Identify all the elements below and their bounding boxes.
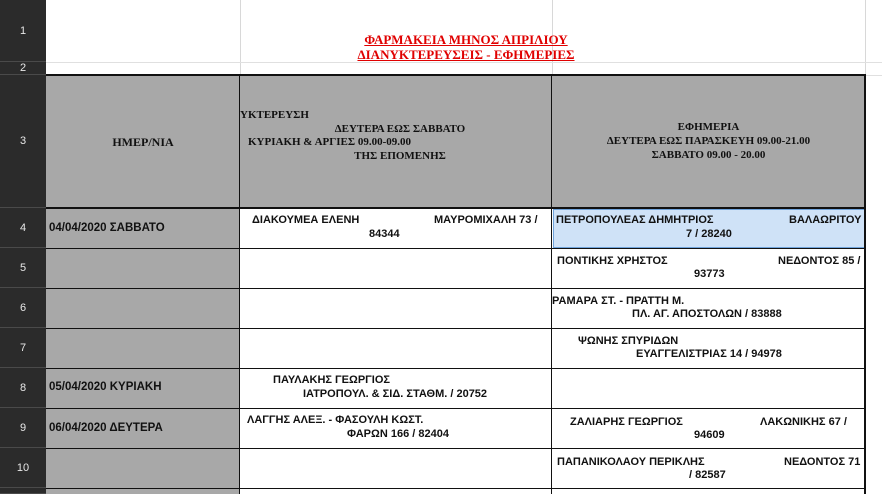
header-duty-cell[interactable] xyxy=(552,75,865,208)
header-night-l4: ΤΗΣ ΕΠΟΜΕΝΗΣ xyxy=(354,150,446,162)
date-cell[interactable] xyxy=(46,248,240,288)
duty-pharmacy-phone: 7 / 28240 xyxy=(686,228,732,240)
duty-pharmacy-phone: 94609 xyxy=(694,429,725,441)
header-day-cell[interactable] xyxy=(46,75,240,208)
table-border xyxy=(46,488,866,489)
date-cell[interactable] xyxy=(46,288,240,328)
duty-pharmacy-name: ΖΑΛΙΑΡΗΣ ΓΕΩΡΓΙΟΣ xyxy=(570,416,683,428)
duty-pharmacy-phone: 93773 xyxy=(694,268,725,280)
duty-pharmacy-name: ΠΕΤΡΟΠΟΥΛΕΑΣ ΔΗΜΗΤΡΙΟΣ xyxy=(556,214,714,226)
table-border xyxy=(46,74,866,76)
row-header-7[interactable]: 7 xyxy=(0,328,46,368)
date-cell[interactable] xyxy=(46,368,240,408)
duty-pharmacy-address: ΝΕΔΟΝΤΟΣ 85 / xyxy=(778,255,861,267)
date-cell[interactable] xyxy=(46,328,240,368)
table-border xyxy=(46,288,866,289)
date-cell[interactable] xyxy=(46,408,240,448)
duty-pharmacy-address: ΒΑΛΑΩΡΙΤΟΥ xyxy=(789,214,862,226)
table-border xyxy=(46,248,866,249)
table-border xyxy=(46,328,866,329)
night-pharmacy-address: ΙΑΤΡΟΠΟΥΛ. & ΣΙΔ. ΣΤΑΘΜ. / 20752 xyxy=(303,388,488,400)
sheet-title-line2: ΔΙΑΝΥΚΤΕΡΕΥΣΕΙΣ - ΕΦΗΜΕΡΙΕΣ xyxy=(357,47,575,62)
row-header-4[interactable]: 4 xyxy=(0,208,46,248)
table-border xyxy=(864,74,866,494)
table-border xyxy=(46,408,866,409)
night-pharmacy-name: ΛΑΓΓΗΣ ΑΛΕΞ. - ΦΑΣΟΥΛΗ ΚΩΣΤ. xyxy=(247,414,424,426)
row-header-11[interactable] xyxy=(0,488,46,494)
duty-pharmacy-address: ΛΑΚΩΝΙΚΗΣ 67 / xyxy=(760,416,847,428)
header-night-l2: ΔΕΥΤΕΡΑ ΕΩΣ ΣΑΒΒΑΤΟ xyxy=(334,123,466,135)
row-header-5[interactable]: 5 xyxy=(0,248,46,288)
sheet-title-line1: ΦΑΡΜΑΚΕΙΑ ΜΗΝΟΣ ΑΠΡΙΛΙΟΥ xyxy=(364,32,568,47)
duty-pharmacy-name: ΠΑΠΑΝΙΚΟΛΑΟΥ ΠΕΡΙΚΛΗΣ xyxy=(557,456,705,468)
table-border xyxy=(46,207,866,209)
night-pharmacy-name: ΔΙΑΚΟΥΜΕΑ ΕΛΕΝΗ xyxy=(252,214,360,226)
header-night-l3: ΚΥΡΙΑΚΗ & ΑΡΓΙΕΣ 09.00-09.00 xyxy=(248,136,411,148)
night-pharmacy-phone: 84344 xyxy=(369,228,400,240)
date-cell[interactable] xyxy=(46,208,240,248)
night-pharmacy-address: ΦΑΡΩΝ 166 / 82404 xyxy=(347,428,449,440)
header-night-l1: ΥΚΤΕΡΕΥΣΗ xyxy=(240,109,309,121)
header-duty-l2: ΔΕΥΤΕΡΑ ΕΩΣ ΠΑΡΑΣΚΕΥΗ 09.00-21.00 xyxy=(606,135,811,147)
table-border xyxy=(239,74,240,494)
duty-pharmacy-address: ΠΛ. ΑΓ. ΑΠΟΣΤΟΛΩΝ / 83888 xyxy=(632,308,782,320)
duty-pharmacy-address: ΝΕΔΟΝΤΟΣ 71 xyxy=(784,456,861,468)
date-cell[interactable] xyxy=(46,448,240,488)
header-duty-l1: ΕΦΗΜΕΡΙΑ xyxy=(677,121,740,133)
row-header-2[interactable]: 2 xyxy=(0,62,46,75)
duty-pharmacy-address: ΕΥΑΓΓΕΛΙΣΤΡΙΑΣ 14 / 94978 xyxy=(636,348,782,360)
table-border xyxy=(551,74,552,494)
row-header-9[interactable]: 9 xyxy=(0,408,46,448)
date-text: 06/04/2020 ΔΕΥΤΕΡΑ xyxy=(49,422,163,434)
night-pharmacy-address: ΜΑΥΡΟΜΙΧΑΛΗ 73 / xyxy=(434,214,538,226)
row-header-1[interactable]: 1 xyxy=(0,0,46,62)
table-border xyxy=(46,368,866,369)
date-text: 04/04/2020 ΣΑΒΒΑΤΟ xyxy=(49,222,165,234)
row-header-6[interactable]: 6 xyxy=(0,288,46,328)
table-border xyxy=(46,448,866,449)
row-header-8[interactable]: 8 xyxy=(0,368,46,408)
duty-pharmacy-phone: / 82587 xyxy=(689,469,726,481)
header-duty-l3: ΣΑΒΒΑΤΟ 09.00 - 20.00 xyxy=(651,149,766,161)
date-text: 05/04/2020 ΚΥΡΙΑΚΗ xyxy=(49,381,162,393)
duty-pharmacy-name: ΨΩΝΗΣ ΣΠΥΡΙΔΩΝ xyxy=(578,335,679,347)
row-header-3[interactable]: 3 xyxy=(0,75,46,208)
header-night-cell[interactable] xyxy=(240,75,552,208)
duty-pharmacy-name: ΠΟΝΤΙΚΗΣ ΧΡΗΣΤΟΣ xyxy=(557,255,668,267)
row-header-10[interactable]: 10 xyxy=(0,448,46,488)
header-day-label: ΗΜΕΡ/ΝΙΑ xyxy=(112,135,174,149)
night-pharmacy-name: ΠΑΥΛΑΚΗΣ ΓΕΩΡΓΙΟΣ xyxy=(273,374,390,386)
duty-pharmacy-name: ΡΑΜΑΡΑ ΣΤ. - ΠΡΑΤΤΗ Μ. xyxy=(552,295,685,307)
